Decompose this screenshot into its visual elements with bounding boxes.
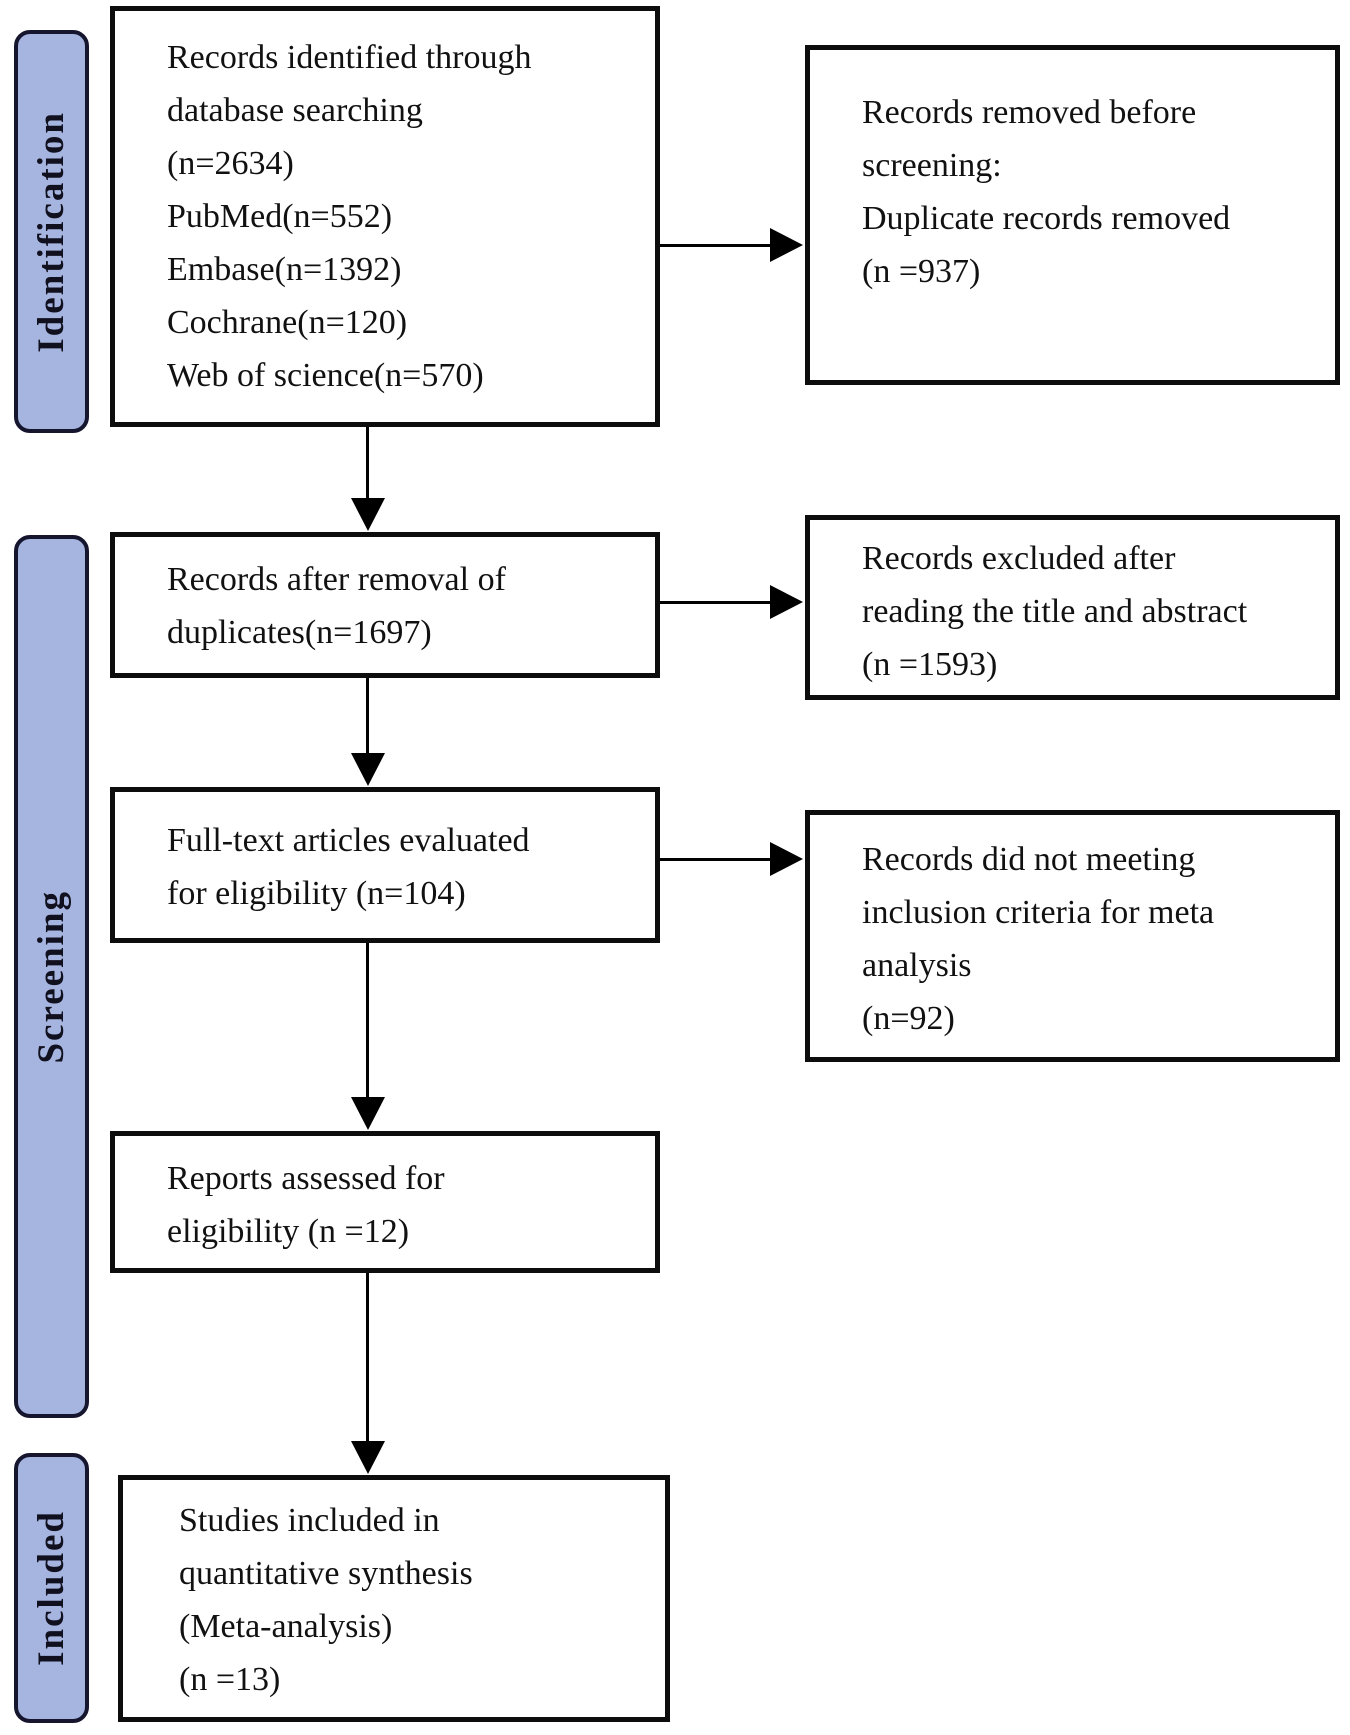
box-line: Embase(n=1392) (167, 251, 402, 288)
box-studies-included (118, 1475, 670, 1722)
box-line: screening: (862, 147, 1002, 184)
box-line: Web of science(n=570) (167, 357, 484, 394)
arrow-shaft (366, 678, 369, 755)
stage-identification (14, 30, 89, 433)
arrow-shaft (660, 858, 772, 861)
box-line: PubMed(n=552) (167, 198, 393, 235)
arrowhead-right-icon (770, 842, 803, 876)
arrow-shaft (366, 943, 369, 1099)
box-line: Records did not meeting (862, 841, 1196, 878)
box-line: duplicates(n=1697) (167, 614, 432, 651)
stage-included (14, 1453, 89, 1723)
box-records-removed-before-screening (805, 45, 1340, 385)
arrowhead-right-icon (770, 585, 803, 619)
box-line: quantitative synthesis (179, 1555, 473, 1592)
arrowhead-down-icon (351, 1441, 385, 1474)
box-line: (n=2634) (167, 145, 294, 182)
box-line: Duplicate records removed (862, 200, 1231, 237)
box-line: inclusion criteria for meta (862, 894, 1215, 931)
arrow-shaft (366, 1273, 369, 1443)
box-line: Cochrane(n=120) (167, 304, 408, 341)
box-fulltext-evaluated (110, 787, 660, 943)
box-line: (Meta-analysis) (179, 1608, 393, 1645)
box-records-identified (110, 6, 660, 427)
box-line: (n=92) (862, 1000, 955, 1037)
box-line: Records after removal of (167, 561, 506, 598)
stage-included-label: Included (31, 1510, 72, 1666)
box-records-after-duplicates (110, 532, 660, 678)
arrow-shaft (660, 601, 772, 604)
box-reports-assessed (110, 1131, 660, 1273)
stage-screening (14, 535, 89, 1418)
box-line: Records removed before (862, 94, 1197, 131)
box-line: for eligibility (n=104) (167, 875, 466, 912)
box-line: eligibility (n =12) (167, 1213, 410, 1250)
box-line: Records identified through (167, 39, 532, 76)
arrowhead-down-icon (351, 753, 385, 786)
box-line: reading the title and abstract (862, 593, 1248, 630)
box-line: database searching (167, 92, 423, 129)
box-line: (n =13) (179, 1661, 281, 1698)
arrow-shaft (660, 244, 772, 247)
box-line: Full-text articles evaluated (167, 822, 530, 859)
stage-screening-label: Screening (31, 889, 72, 1064)
arrowhead-right-icon (770, 228, 803, 262)
box-line: Records excluded after (862, 540, 1176, 577)
box-line: Reports assessed for (167, 1160, 445, 1197)
arrowhead-down-icon (351, 498, 385, 531)
arrowhead-down-icon (351, 1097, 385, 1130)
box-records-excluded-title-abstract (805, 515, 1340, 700)
stage-identification-label: Identification (31, 110, 72, 353)
box-line: Studies included in (179, 1502, 440, 1539)
box-line: analysis (862, 947, 972, 984)
box-records-not-meeting-criteria (805, 810, 1340, 1062)
box-line: (n =937) (862, 253, 981, 290)
box-line: (n =1593) (862, 646, 998, 683)
arrow-shaft (366, 427, 369, 500)
